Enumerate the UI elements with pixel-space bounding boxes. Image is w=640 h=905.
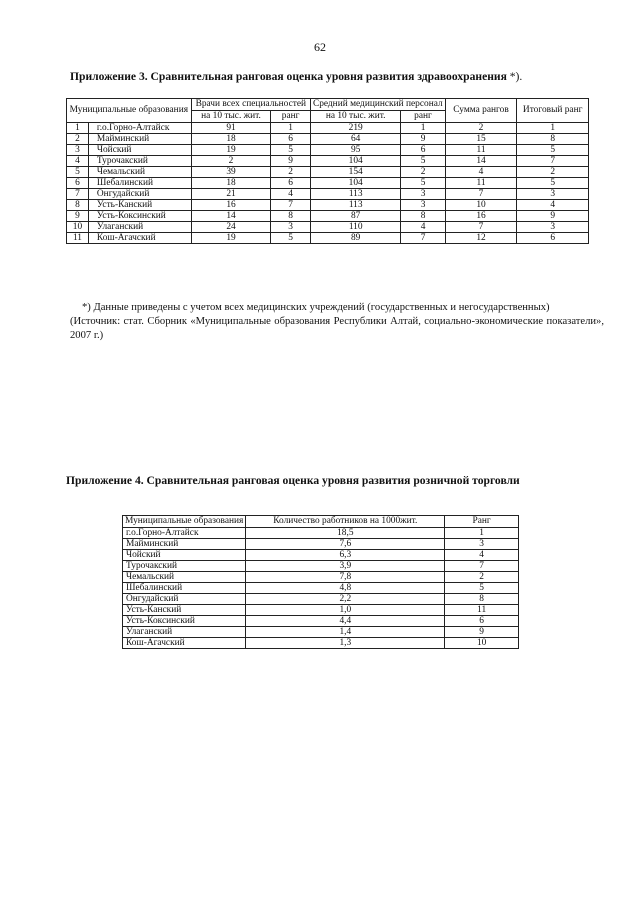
table-row: [67, 123, 589, 134]
municipality-name: Улаганский: [123, 627, 246, 638]
rank-sum: 14: [445, 156, 517, 167]
healthcare-rank-table: [66, 98, 589, 244]
retail-rank: 1: [445, 528, 519, 539]
workers-per-1000: 4,8: [246, 583, 445, 594]
nurses-per10k: 104: [310, 178, 400, 189]
final-rank: 1: [517, 123, 589, 134]
doctors-rank: 9: [271, 156, 311, 167]
doctors-per10k: 21: [191, 189, 271, 200]
workers-per-1000: 1,0: [246, 605, 445, 616]
nurses-per10k: 154: [310, 167, 400, 178]
row-number: 5: [67, 167, 89, 178]
nurses-rank: 1: [401, 123, 445, 134]
workers-per-1000: 6,3: [246, 550, 445, 561]
table-row: [67, 233, 589, 244]
row-number: 8: [67, 200, 89, 211]
workers-per-1000: 7,6: [246, 539, 445, 550]
final-rank: 5: [517, 178, 589, 189]
final-rank: 6: [517, 233, 589, 244]
municipality-name: г.о.Горно-Алтайск: [88, 123, 191, 134]
nurses-per10k: 89: [310, 233, 400, 244]
municipality-name: г.о.Горно-Алтайск: [123, 528, 246, 539]
header-rank: Ранг: [445, 516, 519, 528]
retail-rank: 5: [445, 583, 519, 594]
nurses-per10k: 87: [310, 211, 400, 222]
table-row: [67, 145, 589, 156]
healthcare-table-body: [67, 123, 589, 244]
nurses-rank: 3: [401, 200, 445, 211]
doctors-per10k: 16: [191, 200, 271, 211]
nurses-rank: 3: [401, 189, 445, 200]
footnote-line1: *) Данные приведены с учетом всех медицинских учреждений (государственных и негосударственных): [82, 302, 550, 313]
retail-rank-table: [122, 515, 519, 649]
table-row: [67, 200, 589, 211]
doctors-per10k: 19: [191, 233, 271, 244]
final-rank: 3: [517, 222, 589, 233]
table-row: [123, 627, 519, 638]
nurses-per10k: 64: [310, 134, 400, 145]
nurses-per10k: 113: [310, 200, 400, 211]
doctors-rank: 6: [271, 178, 311, 189]
municipality-name: Кош-Агачский: [88, 233, 191, 244]
workers-per-1000: 4,4: [246, 616, 445, 627]
municipality-name: Улаганский: [88, 222, 191, 233]
retail-rank: 4: [445, 550, 519, 561]
header-nurses-rank: ранг: [401, 111, 445, 123]
workers-per-1000: 7,8: [246, 572, 445, 583]
doctors-rank: 2: [271, 167, 311, 178]
header-rank-sum: Сумма рангов: [445, 99, 517, 123]
doctors-rank: 6: [271, 134, 311, 145]
doctors-per10k: 19: [191, 145, 271, 156]
nurses-rank: 5: [401, 156, 445, 167]
table-row: [67, 211, 589, 222]
appendix3-title: [70, 70, 610, 83]
retail-rank: 3: [445, 539, 519, 550]
doctors-rank: 8: [271, 211, 311, 222]
retail-rank: 2: [445, 572, 519, 583]
nurses-per10k: 104: [310, 156, 400, 167]
row-number: 10: [67, 222, 89, 233]
doctors-per10k: 2: [191, 156, 271, 167]
final-rank: 9: [517, 211, 589, 222]
final-rank: 5: [517, 145, 589, 156]
municipality-name: Чемальский: [123, 572, 246, 583]
nurses-rank: 2: [401, 167, 445, 178]
municipality-name: Усть-Канский: [123, 605, 246, 616]
row-number: 1: [67, 123, 89, 134]
municipality-name: Майминский: [123, 539, 246, 550]
header-municipal: Муниципальные образования: [123, 516, 246, 528]
doctors-rank: 3: [271, 222, 311, 233]
doctors-per10k: 91: [191, 123, 271, 134]
nurses-rank: 7: [401, 233, 445, 244]
row-number: 7: [67, 189, 89, 200]
rank-sum: 16: [445, 211, 517, 222]
workers-per-1000: 1,4: [246, 627, 445, 638]
doctors-rank: 5: [271, 145, 311, 156]
municipality-name: Турочакский: [123, 561, 246, 572]
row-number: 4: [67, 156, 89, 167]
final-rank: 7: [517, 156, 589, 167]
workers-per-1000: 1,3: [246, 638, 445, 649]
rank-sum: 11: [445, 178, 517, 189]
municipality-name: Кош-Агачский: [123, 638, 246, 649]
municipality-name: Усть-Коксинский: [123, 616, 246, 627]
table-row: [123, 550, 519, 561]
final-rank: 3: [517, 189, 589, 200]
table-row: [67, 134, 589, 145]
table-row: [67, 222, 589, 233]
doctors-per10k: 14: [191, 211, 271, 222]
row-number: 11: [67, 233, 89, 244]
footnote: [70, 301, 604, 343]
nurses-rank: 4: [401, 222, 445, 233]
page-number: 62: [314, 40, 326, 54]
final-rank: 2: [517, 167, 589, 178]
final-rank: 8: [517, 134, 589, 145]
rank-sum: 2: [445, 123, 517, 134]
doctors-rank: 5: [271, 233, 311, 244]
appendix3-title-text: Приложение 3. Сравнительная ранговая оценка уровня развития здравоохранения: [70, 70, 507, 83]
retail-rank: 8: [445, 594, 519, 605]
table-row: [123, 616, 519, 627]
municipality-name: Турочакский: [88, 156, 191, 167]
table-row: [123, 583, 519, 594]
table-row: [123, 605, 519, 616]
doctors-rank: 7: [271, 200, 311, 211]
municipality-name: Майминский: [88, 134, 191, 145]
municipality-name: Усть-Канский: [88, 200, 191, 211]
rank-sum: 10: [445, 200, 517, 211]
nurses-rank: 6: [401, 145, 445, 156]
table-row: [123, 539, 519, 550]
row-number: 2: [67, 134, 89, 145]
municipality-name: Чойский: [88, 145, 191, 156]
final-rank: 4: [517, 200, 589, 211]
workers-per-1000: 18,5: [246, 528, 445, 539]
header-final-rank: Итоговый ранг: [517, 99, 589, 123]
municipality-name: Онгудайский: [88, 189, 191, 200]
nurses-per10k: 95: [310, 145, 400, 156]
nurses-per10k: 219: [310, 123, 400, 134]
table-row: [67, 189, 589, 200]
retail-rank: 10: [445, 638, 519, 649]
table-row: [123, 572, 519, 583]
table-row: [67, 167, 589, 178]
rank-sum: 12: [445, 233, 517, 244]
nurses-rank: 5: [401, 178, 445, 189]
header-doctors-per10k: на 10 тыс. жит.: [191, 111, 271, 123]
workers-per-1000: 3,9: [246, 561, 445, 572]
nurses-rank: 8: [401, 211, 445, 222]
workers-per-1000: 2,2: [246, 594, 445, 605]
doctors-per10k: 18: [191, 178, 271, 189]
footnote-line2: (Источник: стат. Сборник «Муниципальные образования Республики Алтай, социально-экономические показатели», 2007 г.): [70, 316, 604, 341]
header-doctors: Врачи всех специальностей: [191, 99, 310, 111]
header-doctors-rank: ранг: [271, 111, 311, 123]
municipality-name: Усть-Коксинский: [88, 211, 191, 222]
nurses-per10k: 110: [310, 222, 400, 233]
municipality-name: Шебалинский: [88, 178, 191, 189]
rank-sum: 15: [445, 134, 517, 145]
table-row: [67, 156, 589, 167]
row-number: 9: [67, 211, 89, 222]
retail-rank: 11: [445, 605, 519, 616]
table-row: [123, 594, 519, 605]
appendix4-title: Приложение 4. Сравнительная ранговая оценка уровня развития розничной торговли: [66, 474, 520, 487]
retail-rank: 7: [445, 561, 519, 572]
row-number: 3: [67, 145, 89, 156]
rank-sum: 4: [445, 167, 517, 178]
header-nurses-per10k: на 10 тыс. жит.: [310, 111, 400, 123]
municipality-name: Шебалинский: [123, 583, 246, 594]
retail-rank: 9: [445, 627, 519, 638]
doctors-per10k: 24: [191, 222, 271, 233]
nurses-per10k: 113: [310, 189, 400, 200]
row-number: 6: [67, 178, 89, 189]
doctors-per10k: 39: [191, 167, 271, 178]
header-municipal: Муниципальные образования: [67, 99, 192, 123]
doctors-rank: 4: [271, 189, 311, 200]
municipality-name: Онгудайский: [123, 594, 246, 605]
rank-sum: 11: [445, 145, 517, 156]
municipality-name: Чемальский: [88, 167, 191, 178]
rank-sum: 7: [445, 189, 517, 200]
table-row: [67, 178, 589, 189]
header-workers: Количество работников на 1000жит.: [246, 516, 445, 528]
header-nurses: Средний медицинский персонал: [310, 99, 445, 111]
rank-sum: 7: [445, 222, 517, 233]
municipality-name: Чойский: [123, 550, 246, 561]
doctors-rank: 1: [271, 123, 311, 134]
table-row: [123, 638, 519, 649]
table-row: [123, 528, 519, 539]
table-row: [123, 561, 519, 572]
retail-table-body: [123, 528, 519, 649]
retail-rank: 6: [445, 616, 519, 627]
doctors-per10k: 18: [191, 134, 271, 145]
appendix3-title-tail: *).: [506, 70, 523, 83]
nurses-rank: 9: [401, 134, 445, 145]
